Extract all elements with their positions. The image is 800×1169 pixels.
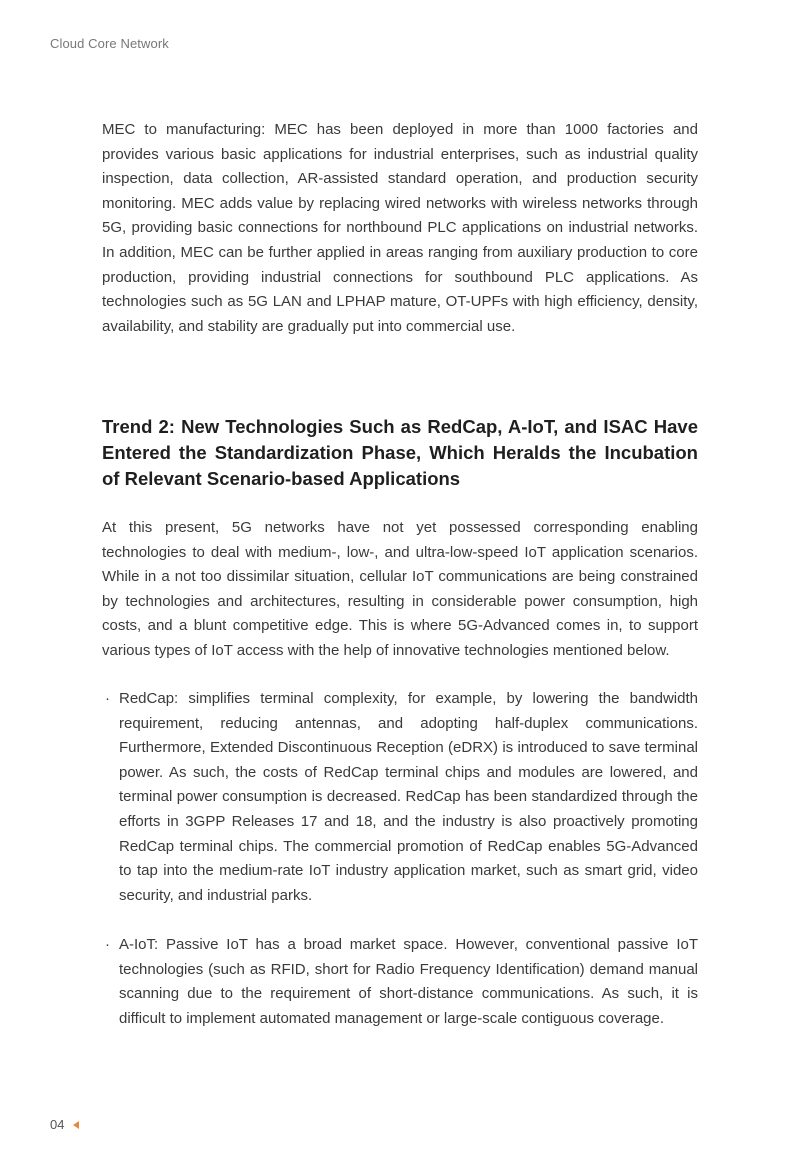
bullet-item-aiot — [102, 933, 698, 1031]
page-number: 04 — [50, 1117, 65, 1132]
bullet-item-redcap — [102, 687, 698, 908]
bullet-marker: · — [105, 690, 110, 707]
bullet-text-redcap: RedCap: simplifies terminal complexity, for example, by lowering the bandwidth requirement, reducing antennas, and adopting half-duplex communications. Furthermore, Extended Discontinuous Reception (eDRX) is introduced to save terminal power. As such, the costs of RedCap terminal chips and modules are lowered, and terminal power consumption is decreased. RedCap has been standardized through the efforts in 3GPP Releases 17 and 18, and the industry is also proactively promoting RedCap terminal chips. The commercial promotion of RedCap enables 5G-Advanced to tap into the medium-rate IoT industry application market, such as smart grid, video security, and industrial parks. — [119, 690, 698, 904]
bullet-text-aiot: A-IoT: Passive IoT has a broad market space. However, conventional passive IoT technologies (such as RFID, short for Radio Frequency Identification) demand manual scanning due to the requirement of short-distance communications. As such, it is difficult to implement automated management or large-scale contiguous coverage. — [119, 936, 698, 1027]
page-footer — [50, 1117, 79, 1132]
section-heading: Trend 2: New Technologies Such as RedCap, A-IoT, and ISAC Have Entered the Standardization Phase, Which Heralds the Incubation of Relevant Scenario-based Applications — [102, 416, 698, 489]
section-paragraph: At this present, 5G networks have not yet possessed corresponding enabling technologies to deal with medium-, low-, and ultra-low-speed IoT application scenarios. While in a not too dissimilar situation, cellular IoT communications are being constrained by technologies and architectures, resulting in considerable power consumption, high costs, and a blunt competitive edge. This is where 5G-Advanced comes in, to support various types of IoT access with the help of innovative technologies mentioned below. — [102, 519, 698, 659]
intro-paragraph: MEC to manufacturing: MEC has been deployed in more than 1000 factories and provides various basic applications for industrial enterprises, such as industrial quality inspection, data collection, AR-assisted standard operation, and production security monitoring. MEC adds value by replacing wired networks with wireless networks through 5G, providing basic connections for northbound PLC applications on industrial networks. In addition, MEC can be further applied in areas ranging from auxiliary production to core production, providing industrial connections for southbound PLC applications. As technologies such as 5G LAN and LPHAP mature, OT-UPFs with high efficiency, density, availability, and stability are gradually put into commercial use. — [102, 121, 698, 335]
triangle-left-icon — [73, 1121, 79, 1129]
bullet-marker: · — [105, 936, 110, 953]
running-header-title: Cloud Core Network — [50, 36, 169, 51]
bullet-list-redcap — [102, 687, 698, 908]
bullet-list-aiot — [102, 933, 698, 1031]
